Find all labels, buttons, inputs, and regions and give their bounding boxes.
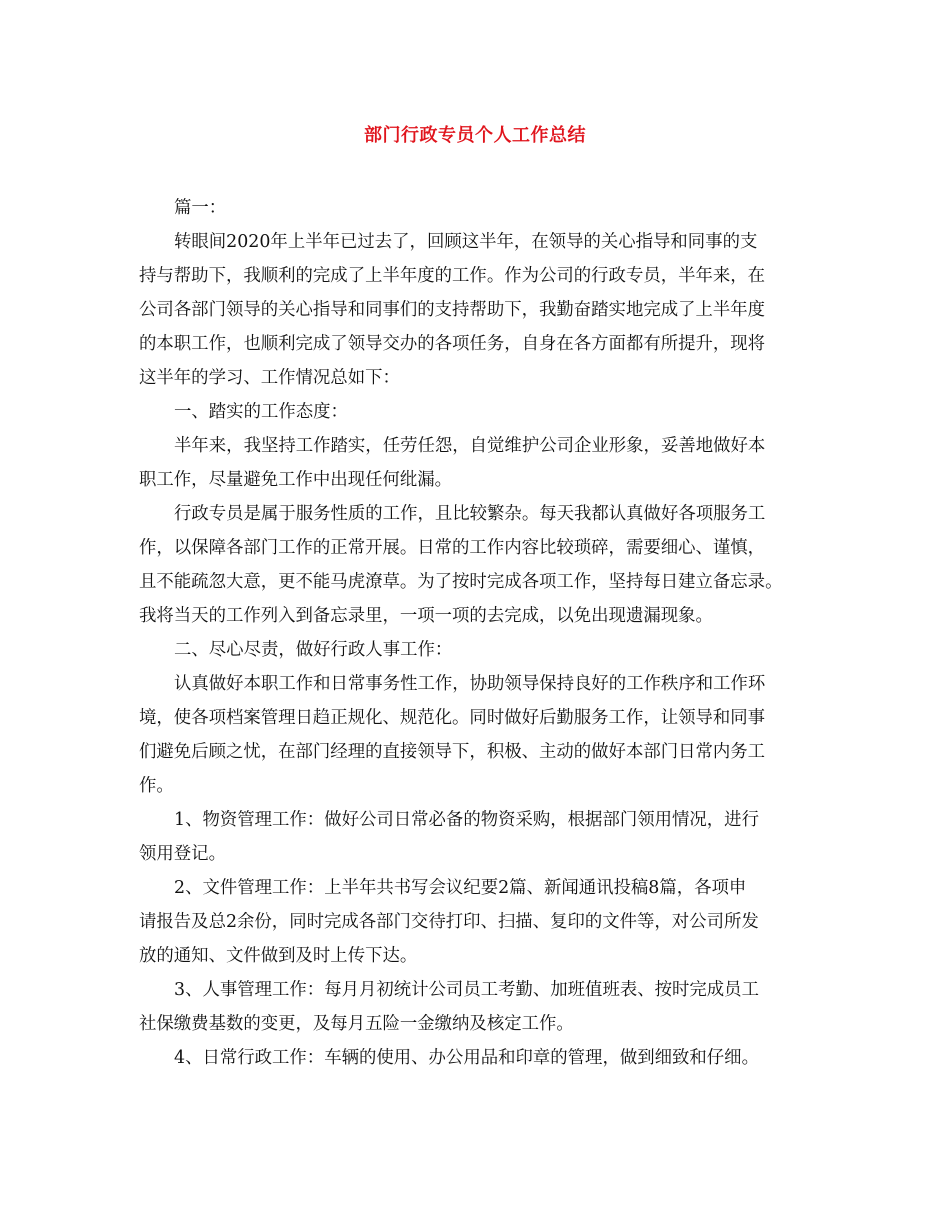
paragraph	[139, 191, 829, 225]
paragraph-line: 作。	[139, 776, 174, 796]
paragraph-line: 一、踏实的工作态度：	[174, 402, 348, 422]
paragraph-line: 放的通知、文件做到及时上传下达。	[139, 946, 418, 966]
paragraph	[139, 871, 829, 973]
paragraph-line: 1、物资管理工作：做好公司日常必备的物资采购，根据部门领用情况，进行	[174, 810, 759, 830]
paragraph-line: 4、日常行政工作：车辆的使用、办公用品和印章的管理，做到细致和仔细。	[174, 1048, 759, 1068]
paragraph-line: 领用登记。	[139, 844, 226, 864]
paragraph-line: 且不能疏忽大意，更不能马虎潦草。为了按时完成各项工作，坚持每日建立备忘录。	[139, 572, 783, 592]
paragraph-line: 半年来，我坚持工作踏实，任劳任怨，自觉维护公司企业形象，妥善地做好本	[174, 436, 766, 456]
paragraph	[139, 395, 829, 429]
paragraph-line: 的本职工作，也顺利完成了领导交办的各项任务，自身在各方面都有所提升，现将	[139, 334, 766, 354]
paragraph	[139, 497, 829, 633]
paragraph-line: 请报告及总2余份，同时完成各部门交待打印、扫描、复印的文件等，对公司所发	[139, 912, 759, 932]
paragraph-line: 这半年的学习、工作情况总如下：	[139, 368, 400, 388]
paragraph	[139, 803, 829, 871]
paragraph	[139, 1041, 829, 1075]
paragraph-line: 们避免后顾之忧，在部门经理的直接领导下，积极、主动的做好本部门日常内务工	[139, 742, 766, 762]
paragraph	[139, 973, 829, 1041]
paragraph-line: 篇一：	[174, 198, 227, 218]
paragraph-line: 社保缴费基数的变更，及每月五险一金缴纳及核定工作。	[139, 1014, 574, 1034]
paragraph	[139, 633, 829, 667]
paragraph-line: 行政专员是属于服务性质的工作，且比较繁杂。每天我都认真做好各项服务工	[174, 504, 766, 524]
paragraph	[139, 429, 829, 497]
document-title: 部门行政专员个人工作总结	[364, 125, 586, 146]
paragraph-line: 境，使各项档案管理日趋正规化、规范化。同时做好后勤服务工作，让领导和同事	[139, 708, 766, 728]
paragraph	[139, 667, 829, 803]
paragraph-line: 二、尽心尽责，做好行政人事工作：	[174, 640, 453, 660]
paragraph	[139, 225, 829, 395]
paragraph-line: 我将当天的工作列入到备忘录里，一项一项的去完成，以免出现遗漏现象。	[139, 606, 713, 626]
paragraph-line: 公司各部门领导的关心指导和同事们的支持帮助下，我勤奋踏实地完成了上半年度	[139, 300, 766, 320]
document-body	[139, 191, 829, 1075]
paragraph-line: 3、人事管理工作：每月月初统计公司员工考勤、加班值班表、按时完成员工	[174, 980, 759, 1000]
paragraph-line: 认真做好本职工作和日常事务性工作，协助领导保持良好的工作秩序和工作环	[174, 674, 766, 694]
paragraph-line: 作，以保障各部门工作的正常开展。日常的工作内容比较琐碎，需要细心、谨慎，	[139, 538, 766, 558]
paragraph-line: 转眼间2020年上半年已过去了，回顾这半年，在领导的关心指导和同事的支	[174, 232, 758, 252]
paragraph-line: 持与帮助下，我顺利的完成了上半年度的工作。作为公司的行政专员，半年来，在	[139, 266, 766, 286]
paragraph-line: 职工作，尽量避免工作中出现任何纰漏。	[139, 470, 453, 490]
paragraph-line: 2、文件管理工作：上半年共书写会议纪要2篇、新闻通讯投稿8篇，各项申	[174, 878, 747, 898]
